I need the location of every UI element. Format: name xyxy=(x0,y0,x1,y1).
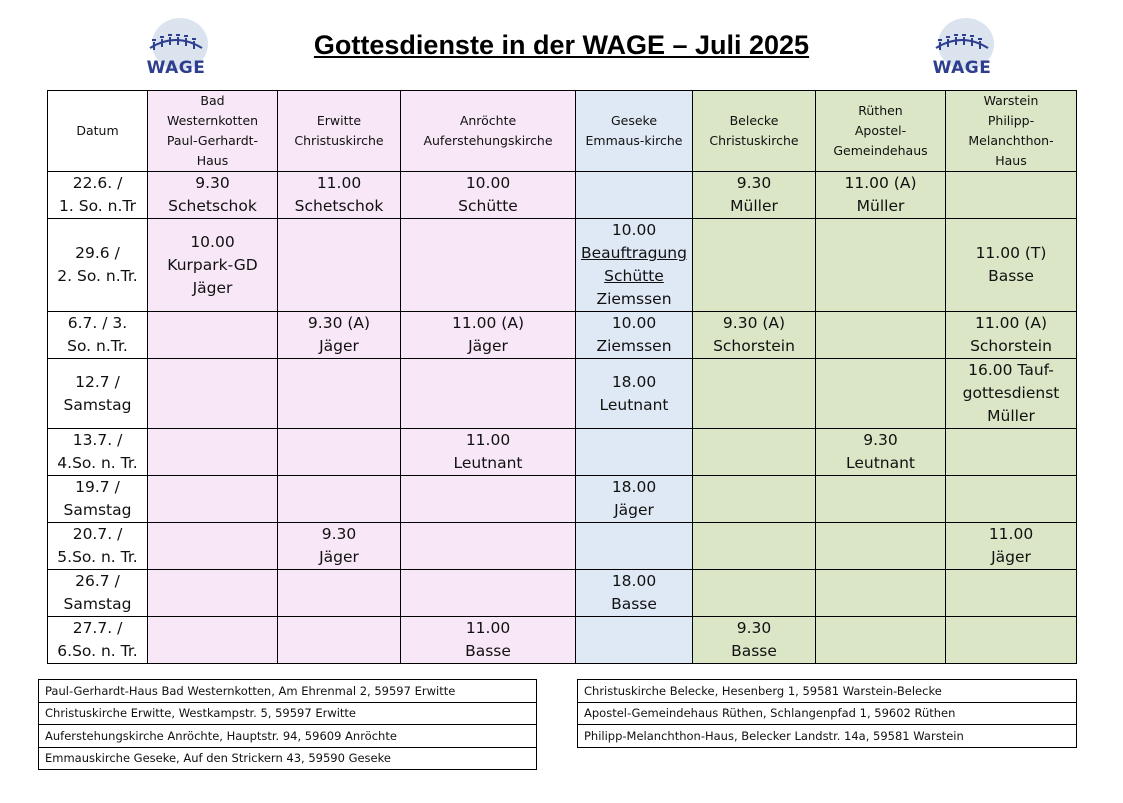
cell-text: Apostel- xyxy=(854,123,907,138)
schedule-row xyxy=(48,219,1077,312)
cell-text: 9.30 xyxy=(321,525,357,543)
date-cell xyxy=(48,312,148,359)
service-cell xyxy=(946,617,1077,664)
date-cell xyxy=(48,172,148,219)
cell-text: Emmaus-kirche xyxy=(585,133,683,148)
cell-text: Rüthen xyxy=(858,103,903,118)
address-row xyxy=(39,680,537,703)
service-cell xyxy=(278,219,401,312)
service-cell xyxy=(401,570,576,617)
service-cell xyxy=(148,617,278,664)
schedule-row xyxy=(48,172,1077,219)
service-cell xyxy=(278,476,401,523)
cell-text: Haus xyxy=(995,153,1027,168)
date-cell xyxy=(48,359,148,429)
schedule-row xyxy=(48,476,1077,523)
date-cell xyxy=(48,476,148,523)
cell-text: 10.00 xyxy=(611,314,657,332)
address-text: Emmauskirche Geseke, Auf den Strickern 43, 59590 Geseke xyxy=(39,747,537,770)
service-cell xyxy=(576,570,693,617)
cell-text: 9.30 xyxy=(863,431,898,449)
cell-text: Basse xyxy=(988,267,1034,285)
service-cell xyxy=(946,359,1077,429)
address-row xyxy=(39,702,537,725)
column-header xyxy=(816,91,946,172)
cell-text: 9.30 (A) xyxy=(722,314,786,332)
service-cell xyxy=(148,359,278,429)
service-cell xyxy=(148,219,278,312)
cell-text: 10.00 xyxy=(611,221,657,239)
column-header xyxy=(693,91,816,172)
service-cell xyxy=(576,476,693,523)
column-header xyxy=(401,91,576,172)
cell-text: Christuskirche xyxy=(709,133,799,148)
address-text: Apostel-Gemeindehaus Rüthen, Schlangenpfad 1, 59602 Rüthen xyxy=(578,702,1077,725)
service-cell xyxy=(576,219,693,312)
schedule-row xyxy=(48,359,1077,429)
column-header xyxy=(946,91,1077,172)
logo-text: WAGE xyxy=(932,58,992,78)
schedule-row xyxy=(48,429,1077,476)
cell-text: Bad xyxy=(200,93,225,108)
cell-text: 6.7. / 3. xyxy=(67,314,128,332)
service-cell xyxy=(278,172,401,219)
cell-text: Ziemssen xyxy=(596,290,672,308)
service-cell xyxy=(401,476,576,523)
cell-text: Müller xyxy=(987,407,1035,425)
service-cell xyxy=(693,219,816,312)
service-cell xyxy=(816,359,946,429)
service-cell xyxy=(576,617,693,664)
address-text: Auferstehungskirche Anröchte, Hauptstr. 94, 59609 Anröchte xyxy=(39,725,537,748)
address-list-left xyxy=(38,679,537,770)
address-row xyxy=(39,725,537,748)
cell-text: Beauftragung xyxy=(581,244,687,262)
service-cell xyxy=(816,523,946,570)
service-cell xyxy=(401,359,576,429)
cell-text: 4.So. n. Tr. xyxy=(57,454,138,472)
service-cell xyxy=(816,172,946,219)
service-cell xyxy=(946,172,1077,219)
cell-text: Samstag xyxy=(63,395,132,414)
cell-text: Basse xyxy=(731,642,777,660)
cell-text: 18.00 xyxy=(611,372,657,391)
service-cell xyxy=(148,523,278,570)
cell-text: Philipp- xyxy=(987,113,1035,128)
schedule-table xyxy=(47,90,1077,664)
cell-text: 11.00 (A) xyxy=(452,314,524,332)
service-cell xyxy=(693,312,816,359)
service-cell xyxy=(816,476,946,523)
cell-text: Schorstein xyxy=(970,337,1052,355)
cell-text: 9.30 xyxy=(195,174,230,192)
logo-text: WAGE xyxy=(146,58,206,78)
schedule-row xyxy=(48,523,1077,570)
cell-text: Jäger xyxy=(468,337,508,355)
schedule-row xyxy=(48,570,1077,617)
cell-text: Schetschok xyxy=(294,197,384,215)
cell-text: Schorstein xyxy=(713,337,795,355)
cell-text: 11.00 (T) xyxy=(975,244,1047,262)
cell-text: 26.7 / xyxy=(75,572,120,590)
service-cell xyxy=(946,570,1077,617)
service-cell xyxy=(816,617,946,664)
service-cell xyxy=(693,570,816,617)
cell-text: Auferstehungskirche xyxy=(423,133,553,148)
cell-text: 20.7. / xyxy=(72,525,123,543)
cell-text: 13.7. / xyxy=(72,431,123,449)
service-cell xyxy=(278,570,401,617)
service-cell xyxy=(576,172,693,219)
cell-text: Jäger xyxy=(192,278,233,297)
service-cell xyxy=(148,476,278,523)
cell-text: Gemeindehaus xyxy=(833,143,928,158)
cell-text: 27.7. / xyxy=(72,619,123,637)
address-row xyxy=(578,702,1077,725)
cell-text: 16.00 Tauf- xyxy=(968,361,1054,379)
service-cell xyxy=(693,523,816,570)
cell-text: 11.00 xyxy=(465,619,511,637)
cell-text: Paul-Gerhardt- xyxy=(166,133,259,148)
cell-text: 11.00 xyxy=(988,525,1034,543)
cell-text: Jäger xyxy=(991,548,1031,566)
cell-text: 1. So. n.Tr xyxy=(59,197,136,215)
column-header xyxy=(576,91,693,172)
cell-text: 11.00 xyxy=(316,174,362,192)
service-cell xyxy=(576,523,693,570)
service-cell xyxy=(576,312,693,359)
service-cell xyxy=(401,312,576,359)
cell-text: 9.30 (A) xyxy=(307,314,371,332)
cell-text: 2. So. n.Tr. xyxy=(57,267,138,285)
service-cell xyxy=(946,429,1077,476)
service-cell xyxy=(148,570,278,617)
cell-text: 11.00 (A) xyxy=(844,174,917,192)
cell-text: 22.6. / xyxy=(72,174,123,192)
address-row xyxy=(578,725,1077,748)
cell-text: Westernkotten xyxy=(166,113,259,128)
service-cell xyxy=(401,219,576,312)
schedule-row xyxy=(48,312,1077,359)
cell-text: Müller xyxy=(856,197,905,215)
cell-text: 29.6 / xyxy=(75,244,120,262)
column-header xyxy=(278,91,401,172)
cell-text: Haus xyxy=(196,153,229,168)
service-cell xyxy=(278,359,401,429)
service-cell xyxy=(946,312,1077,359)
cell-text: Christuskirche xyxy=(294,133,384,148)
service-cell xyxy=(693,617,816,664)
service-cell xyxy=(148,172,278,219)
cell-text: 9.30 xyxy=(736,174,772,192)
service-cell xyxy=(401,429,576,476)
cell-text: gottesdienst xyxy=(962,384,1060,402)
cell-text: 9.30 xyxy=(736,619,772,637)
cell-text: Schütte xyxy=(604,267,664,285)
address-text: Paul-Gerhardt-Haus Bad Westernkotten, Am Ehrenmal 2, 59597 Erwitte xyxy=(39,680,537,703)
service-cell xyxy=(816,312,946,359)
cell-text: Samstag xyxy=(63,501,132,519)
cell-text: Ziemssen xyxy=(596,337,672,355)
cell-text: 11.00 (A) xyxy=(975,314,1047,332)
cell-text: 5.So. n. Tr. xyxy=(57,548,138,566)
cell-text: Schütte xyxy=(458,197,518,215)
service-cell xyxy=(278,429,401,476)
cell-text: Belecke xyxy=(729,113,779,128)
cell-text: Leutnant xyxy=(599,395,669,414)
service-cell xyxy=(946,476,1077,523)
cell-text: Anröchte xyxy=(459,113,517,128)
service-cell xyxy=(401,523,576,570)
cell-text: 10.00 xyxy=(190,232,235,251)
cell-text: Erwitte xyxy=(316,113,362,128)
address-text: Christuskirche Erwitte, Westkampstr. 5, 59597 Erwitte xyxy=(39,702,537,725)
address-list-right xyxy=(577,679,1077,748)
service-cell xyxy=(693,359,816,429)
service-cell xyxy=(816,219,946,312)
date-header: Datum xyxy=(48,91,148,172)
cell-text: Basse xyxy=(611,595,657,613)
cell-text: Basse xyxy=(465,642,511,660)
service-cell xyxy=(693,172,816,219)
cell-text: Jäger xyxy=(319,548,359,566)
service-cell xyxy=(946,523,1077,570)
address-row xyxy=(39,747,537,770)
column-header xyxy=(148,91,278,172)
address-text: Philipp-Melanchthon-Haus, Belecker Landstr. 14a, 59581 Warstein xyxy=(578,725,1077,748)
cell-text: Warstein xyxy=(983,93,1039,108)
date-cell xyxy=(48,429,148,476)
cell-text: 18.00 xyxy=(611,572,657,590)
service-cell xyxy=(816,429,946,476)
date-cell xyxy=(48,617,148,664)
cell-text: Jäger xyxy=(319,337,359,355)
cell-text: 12.7 / xyxy=(75,372,120,391)
schedule-row xyxy=(48,617,1077,664)
date-cell xyxy=(48,523,148,570)
service-cell xyxy=(693,429,816,476)
cell-text: Jäger xyxy=(614,501,654,519)
cell-text: 10.00 xyxy=(465,174,511,192)
cell-text: Geseke xyxy=(610,113,658,128)
cell-text: 11.00 xyxy=(465,431,511,449)
service-cell xyxy=(278,523,401,570)
cell-text: Kurpark-GD xyxy=(167,255,258,274)
service-cell xyxy=(576,429,693,476)
service-cell xyxy=(278,617,401,664)
date-cell xyxy=(48,219,148,312)
service-cell xyxy=(816,570,946,617)
cell-text: Melanchthon- xyxy=(968,133,1054,148)
service-cell xyxy=(278,312,401,359)
address-text: Christuskirche Belecke, Hesenberg 1, 59581 Warstein-Belecke xyxy=(578,680,1077,703)
cell-text: Schetschok xyxy=(168,197,257,215)
address-row xyxy=(578,680,1077,703)
cell-text: Leutnant xyxy=(453,454,523,472)
service-cell xyxy=(946,219,1077,312)
page-title: Gottesdienste in der WAGE – Juli 2025 xyxy=(313,30,810,60)
cell-text: 18.00 xyxy=(611,478,657,496)
cell-text: 19.7 / xyxy=(75,478,120,496)
cell-text: Samstag xyxy=(63,595,132,613)
header-row xyxy=(48,91,1077,172)
date-cell xyxy=(48,570,148,617)
service-cell xyxy=(148,429,278,476)
service-cell xyxy=(576,359,693,429)
cell-text: Müller xyxy=(730,197,778,215)
service-cell xyxy=(401,617,576,664)
cell-text: 6.So. n. Tr. xyxy=(57,642,138,660)
service-cell xyxy=(148,312,278,359)
cell-text: So. n.Tr. xyxy=(67,337,128,355)
cell-text: Leutnant xyxy=(845,454,916,472)
service-cell xyxy=(401,172,576,219)
service-cell xyxy=(693,476,816,523)
